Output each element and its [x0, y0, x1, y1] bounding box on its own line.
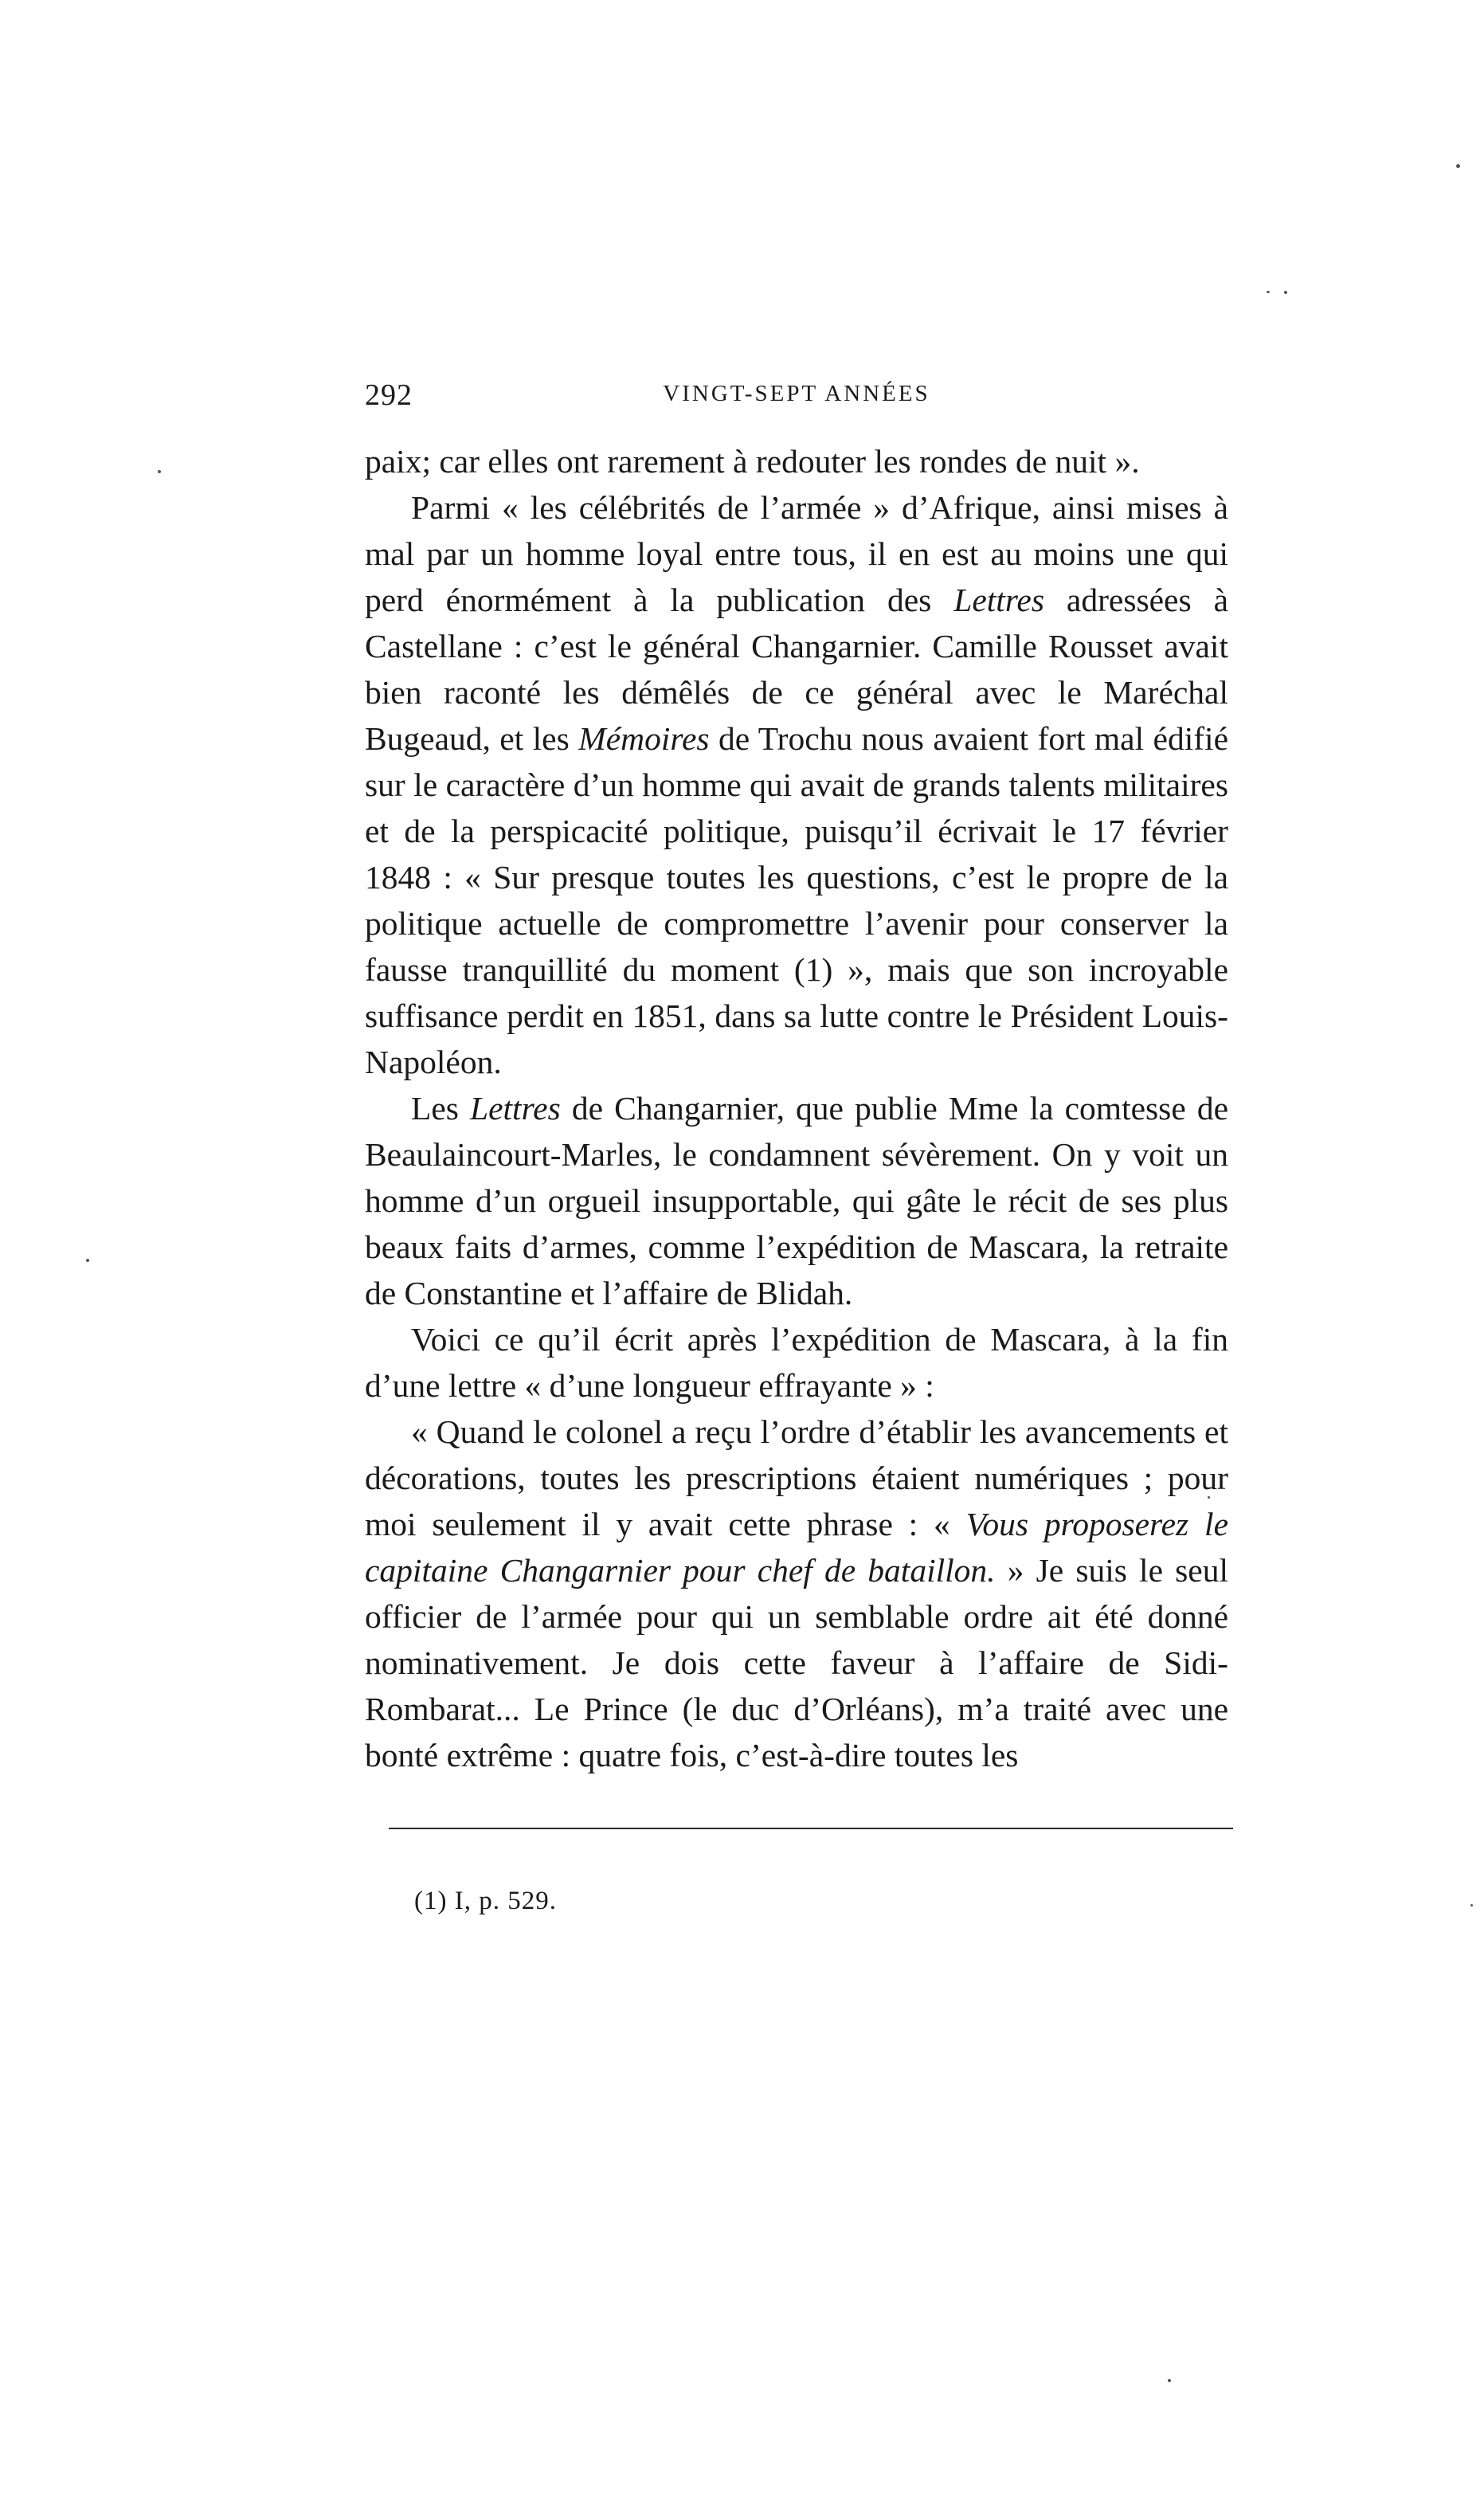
- scan-speck: [1168, 2379, 1171, 2382]
- footnote-divider: [389, 1828, 1233, 1829]
- quoted-order: Vous proposerez le capitaine Changarnier pour chef de bataillon.: [365, 1506, 1228, 1589]
- paragraph-1: paix; car elles ont rarement à redouter les rondes de nuit ».: [365, 443, 1140, 480]
- scan-speck: [1284, 291, 1287, 294]
- running-title: VINGT-SEPT ANNÉES: [663, 381, 930, 406]
- scan-speck: [1208, 1496, 1210, 1499]
- scan-speck: [1456, 164, 1460, 168]
- paragraph-3-text-c: de Changarnier, que publie Mme la comtesse de Beaulaincourt-Marles, le condamnent sévèrement. On y voit un homme d’un orgueil insupportable, qui gâte le récit de ses plus beaux faits d’armes, comme l’expédition de Mascara, la retraite de Constantine et l’affaire de Blidah.: [365, 1090, 1228, 1311]
- footnote: (1) I, p. 529.: [414, 1887, 557, 1915]
- paragraph-3: [365, 1085, 1228, 1316]
- title-memoires: Mémoires: [578, 720, 710, 757]
- paragraph-5: [365, 1409, 1228, 1778]
- scan-speck: [158, 470, 161, 473]
- body-text: [365, 438, 1228, 1778]
- paragraph-5-text-a: « Quand le colonel a reçu l’ordre d’établir les avancements et décorations, toutes les prescriptions étaient numériques ; pour moi seulement il y avait cette phrase : «: [365, 1413, 1228, 1542]
- scan-speck: [1267, 291, 1270, 293]
- scan-speck: [86, 1259, 89, 1262]
- paragraph-5-text-c: » Je suis le seul officier de l’armée pour qui un semblable ordre ait été donné nominativement. Je dois cette faveur à l’affaire de Sidi-Rombarat... Le Prince (le duc d’Orléans), m’a traité avec une bonté extrême : quatre fois, c’est-à-dire toutes les: [365, 1552, 1228, 1773]
- paragraph-2-text-a: Parmi « les célébrités de l’armée » d’Afrique, ainsi mises à mal par un homme loyal entre tous, il en est au moins une qui perd énormément à la publication des: [365, 489, 1228, 618]
- paragraph-2-text-c: adressées à Castellane : c’est le général Changarnier. Camille Rousset avait bien raconté les démêlés de ce général avec le Maréchal Bugeaud, et les: [365, 582, 1228, 757]
- page-number: 292: [365, 378, 413, 412]
- paragraph-2: [365, 484, 1228, 1085]
- paragraph-2-text-e: de Trochu nous avaient fort mal édifié sur le caractère d’un homme qui avait de grands talents militaires et de la perspicacité politique, puisqu’il écrivait le 17 février 1848 : « Sur presque toutes les questions, c’est le propre de la politique actuelle de compromettre l’avenir pour conserver la fausse tranquillité du moment (1) », mais que son incroyable suffisance perdit en 1851, dans sa lutte contre le Président Louis-Napoléon.: [365, 720, 1228, 1080]
- page-header: [365, 378, 1228, 417]
- paragraph-4: Voici ce qu’il écrit après l’expédition de Mascara, à la fin d’une lettre « d’une longueur effrayante » :: [365, 1321, 1228, 1404]
- title-lettres: Lettres: [953, 582, 1044, 618]
- title-lettres-changarnier: Lettres: [470, 1090, 561, 1127]
- scan-speck: [1470, 1904, 1473, 1907]
- paragraph-3-text-a: Les: [411, 1090, 471, 1127]
